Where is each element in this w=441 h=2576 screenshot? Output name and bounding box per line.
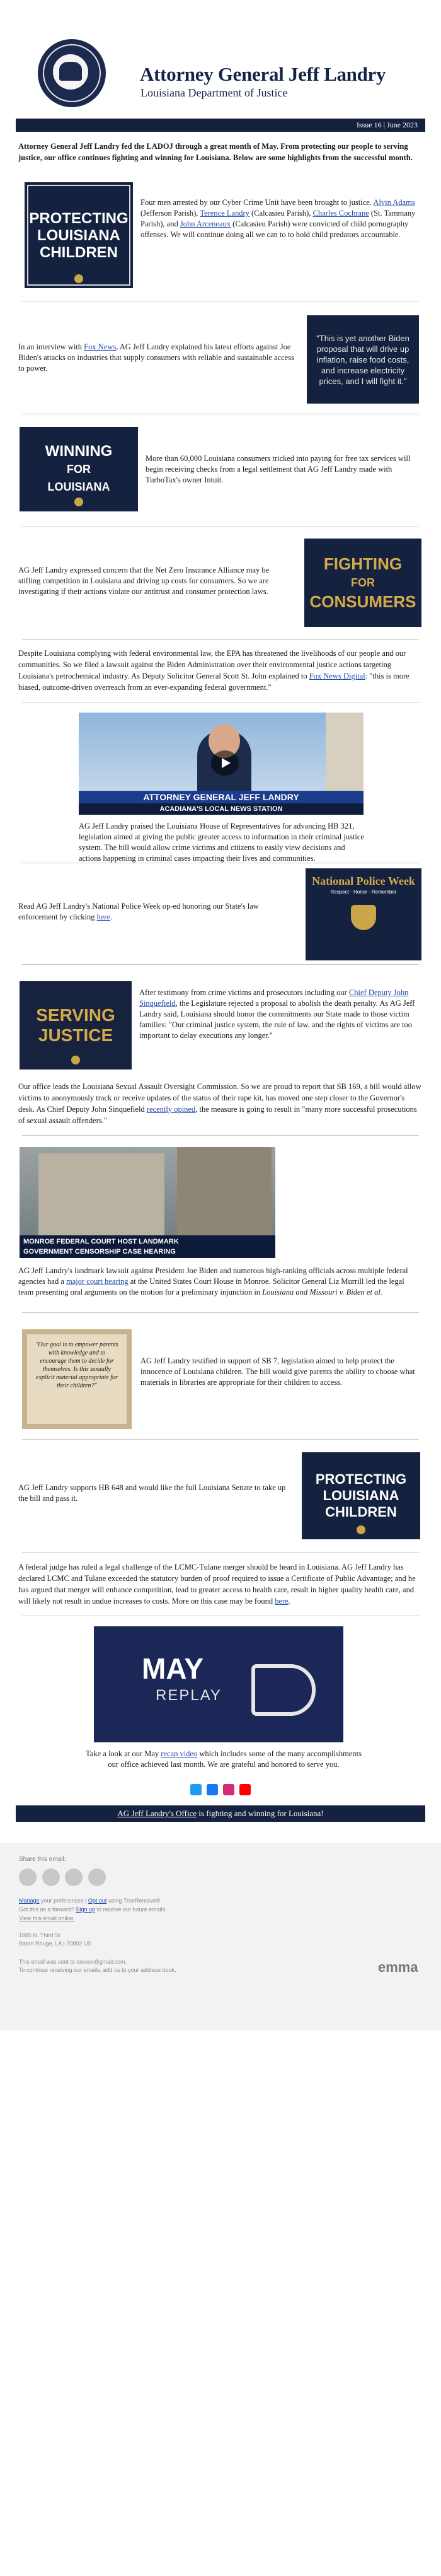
section-censorship-case — [16, 1136, 425, 1312]
footer-links: Manage your preferences | Opt out using TrueRemove® Got this as a forward? Sign up to receive our future emails. View this email online. — [19, 1897, 167, 1921]
fox-interview-text: In an interview with Fox News, AG Jeff Landry explained his latest efforts against Joe Biden's attacks on industries that supply consumers with reliable and sustainable access to power. — [18, 342, 294, 373]
police-week-text: Read AG Jeff Landry's National Police Week op-ed honoring our State's law enforcement by clicking here. — [18, 902, 259, 921]
quote-text: "This is yet another Biden proposal that will drive up inflation, raise food costs, and increase electricity prices, and I will fight it." — [316, 333, 410, 386]
share-label: Share this email: — [19, 1856, 66, 1863]
page-title: Attorney General Jeff Landry — [140, 63, 386, 85]
video-banner: ATTORNEY GENERAL JEFF LANDRY — [79, 791, 364, 803]
section-sb7 — [16, 1313, 425, 1439]
header — [0, 0, 441, 119]
seal-icon — [74, 274, 83, 283]
section-hb648 — [16, 1440, 425, 1552]
police-week-graphic: National Police Week Respect · Honor · Remember — [306, 868, 421, 960]
page-subtitle: Louisiana Department of Justice — [140, 86, 288, 99]
library-quote-graphic: "Our goal is to empower parents with knowledge and to encourage them to decide for themselves. Is this sexually explicit material appropriate for their children?" — [22, 1329, 132, 1429]
video-station: ACADIANA'S LOCAL NEWS STATION — [79, 803, 364, 815]
cyber-crime-text: Four men arrested by our Cyber Crime Unit have been brought to justice. Alvin Adams (Jefferson Parish), Terence Landry (Calcasieu Parish), Charles Cochrane (St. Tammany Parish), and John Arceneaux (Calcasieu Parish) were convicted of child pornography offenses. We will continue doing all we can to to hold child predators accountable. — [140, 198, 416, 239]
death-penalty-text: After testimony from crime victims and prosecutors including our Chief Deputy John Sinquefield, the Legislature rejected a proposal to abolish the death penalty. As AG Jeff Landry said, Louisiana should honor the commitments our State made to those victim families: "Our criminal justice system, the rule of law, and the rights of victims are too important to delay executions any longer." — [139, 988, 415, 1040]
social-icons — [16, 1784, 425, 1805]
link-view-online[interactable]: View this email online. — [19, 1915, 75, 1921]
instagram-icon[interactable] — [223, 1784, 234, 1795]
link-lcmc-case[interactable]: here — [275, 1597, 289, 1606]
hb321-text: AG Jeff Landry praised the Louisiana House of Representatives for advancing HB 321, legislation aimed at giving the public greater access to information in their criminal justice system. The bill would allow crime victims and citizens to easily view decisions and actions happening in criminal cases impacting their lives and communities. — [79, 822, 364, 863]
seal-icon — [74, 498, 83, 506]
photo-caption: MONROE FEDERAL COURT HOST LANDMARK GOVERNMENT CENSORSHIP CASE HEARING — [20, 1235, 275, 1258]
linkedin-share-icon[interactable] — [88, 1868, 106, 1886]
sb169-text: Our office leads the Louisiana Sexual Assault Oversight Commission. So we are proud to report that SB 169, a bill would allow victims to anonymously track or receive updates of the status of their rape kit, has moved one step closer to the Governor's desk. As Chief Deputy John Sinquefield recently opined, the measure is going to result in "many more successful prosecutions of sexual assault offenders." — [18, 1082, 421, 1125]
pelican-icon — [59, 62, 82, 81]
section-cyber-crime — [16, 175, 425, 287]
turbotax-text: More than 60,000 Louisiana consumers tricked into paying for free tax services will begin receiving checks from a legal settlement that AG Jeff Landry made with TurboTax's owner Intuit. — [146, 454, 411, 484]
section-fox-interview — [16, 301, 425, 414]
censorship-text: AG Jeff Landry's landmark lawsuit against President Joe Biden and numerous high-ranking officials across multiple federal agencies had a major court hearing at the United States Court House in Monroe. Solicitor General Liz Murrill led the legal team presenting oral arguments on the motion for a preliminary injunction in Louisiana and Missouri v. Biden et al. — [18, 1266, 408, 1297]
footer-address: 1885 N. Third St Baton Rouge, LA | 70802 US — [19, 1932, 92, 1947]
section-sb169 — [16, 1081, 425, 1135]
tile-line: PROTECTING — [29, 209, 129, 227]
sb7-text: AG Jeff Landry testified in support of SB 7, legislation aimed to help protect the innocence of Louisiana children. The bill would give parents the ability to choose what materials in libraries are appropriate for their children to access. — [140, 1356, 415, 1387]
megaphone-icon — [251, 1664, 316, 1716]
courthouse-photo — [20, 1147, 275, 1258]
net-zero-text: AG Jeff Landry expressed concern that the Net Zero Insurance Alliance may be stifling competition in Louisiana and driving up costs for consumers. So we are investigating if their actions violate our antitrust and consumer protection laws. — [18, 566, 270, 596]
seal-icon — [71, 1056, 80, 1064]
link-recap-video[interactable]: recap video — [161, 1749, 198, 1758]
epa-text: Despite Louisiana complying with federal environmental law, the EPA has threatened the livelihoods of our people and our communities. So we filed a lawsuit against the Biden Administration over their environmental justice actions targeting Louisiana's petrochemical industry. As Deputy Solicitor General Scott St. John explained to Fox News Digital: "this is more biased, outcome-driven overreach from an ever-expanding federal government." — [18, 649, 410, 692]
twitter-icon[interactable] — [190, 1784, 202, 1795]
link-john-sinquefield[interactable]: Chief Deputy John Sinquefield — [139, 988, 409, 1008]
protecting-children-graphic — [25, 182, 133, 288]
section-turbotax — [16, 414, 425, 527]
section-death-penalty — [16, 965, 425, 1081]
email-share-icon[interactable] — [19, 1868, 37, 1886]
serving-justice-graphic: SERVING JUSTICE — [20, 981, 132, 1069]
link-opt-out[interactable]: Opt out — [88, 1897, 107, 1904]
email-footer — [0, 1843, 441, 2031]
share-icons — [19, 1868, 106, 1887]
footer-notice: This email was sent to xxxxxx@gmail.com. To continue receiving our emails, add us to your address book. — [19, 1959, 176, 1973]
protecting-children-graphic-2: PROTECTING LOUISIANA CHILDREN — [302, 1452, 420, 1539]
link-fox-news[interactable]: Fox News — [84, 342, 117, 351]
winning-louisiana-graphic: WINNING FOR LOUISIANA — [20, 427, 138, 511]
recap-text: Take a look at our May recap video which includes some of the many accomplishments our office achieved last month. We are grateful and honored to serve you. — [86, 1749, 362, 1769]
link-recently-opined[interactable]: recently opined — [146, 1105, 196, 1114]
section-hb321 — [16, 702, 425, 863]
link-police-week-oped[interactable]: here — [96, 912, 111, 921]
link-sign-up[interactable]: Sign up — [76, 1906, 96, 1913]
link-major-court-hearing[interactable]: major court hearing — [66, 1277, 129, 1286]
section-net-zero — [16, 527, 425, 639]
hb648-text: AG Jeff Landry supports HB 648 and would like the full Louisiana Senate to take up the bill and pass it. — [18, 1483, 286, 1503]
quote-graphic — [307, 315, 419, 404]
link-terence-landry[interactable]: Terence Landry — [200, 209, 249, 218]
youtube-icon[interactable] — [239, 1784, 251, 1795]
section-epa — [16, 640, 425, 702]
twitter-share-icon[interactable] — [42, 1868, 60, 1886]
link-charles-cochrane[interactable]: Charles Cochrane — [312, 209, 369, 218]
section-police-week — [16, 863, 425, 964]
lcmc-text: A federal judge has ruled a legal challenge of the LCMC-Tulane merger should be heard in Louisiana. AG Jeff Landry has declared LCMC and Tulane exceeded the statutory burden of proof required to issue a Certificate of Public Advantage; and he has argued that merger will enhance competition, lead to greater access to health care, result in higher quality health care, and will likely not result in undue increases to costs. More on this case may be found here. — [18, 1563, 416, 1606]
fighting-consumers-graphic: FIGHTING FOR CONSUMERS — [304, 539, 421, 627]
play-button[interactable] — [211, 750, 239, 776]
tile-line: CHILDREN — [40, 243, 118, 261]
link-alvin-adams[interactable]: Alvin Adams — [373, 198, 415, 207]
tile-line: LOUISIANA — [37, 226, 120, 244]
link-john-arceneaux[interactable]: John Arceneaux — [180, 219, 231, 228]
section-lcmc-tulane — [16, 1553, 425, 1616]
department-seal — [38, 39, 106, 107]
section-may-replay — [16, 1616, 425, 1784]
video-thumbnail[interactable] — [79, 713, 364, 815]
intro-text: Attorney General Jeff Landry fed the LADOJ through a great month of May. From protecting our people to serving justice, our office continues fighting and winning for Louisiana. Below are some highlights from the successful month. — [18, 142, 413, 162]
bottom-bar: AG Jeff Landry's Office is fighting and winning for Louisiana! — [16, 1805, 425, 1822]
facebook-icon[interactable] — [207, 1784, 218, 1795]
issue-bar: Issue 16 | June 2023 — [16, 119, 425, 132]
link-fox-news-digital[interactable]: Fox News Digital — [309, 672, 365, 680]
link-ag-office[interactable]: AG Jeff Landry's Office — [117, 1809, 197, 1818]
emma-logo: emma — [378, 1959, 418, 1975]
seal-icon — [357, 1525, 365, 1534]
police-badge-icon — [351, 905, 376, 930]
may-replay-graphic[interactable]: MAY REPLAY — [94, 1626, 343, 1742]
link-manage-preferences[interactable]: Manage — [19, 1897, 40, 1904]
facebook-share-icon[interactable] — [65, 1868, 83, 1886]
